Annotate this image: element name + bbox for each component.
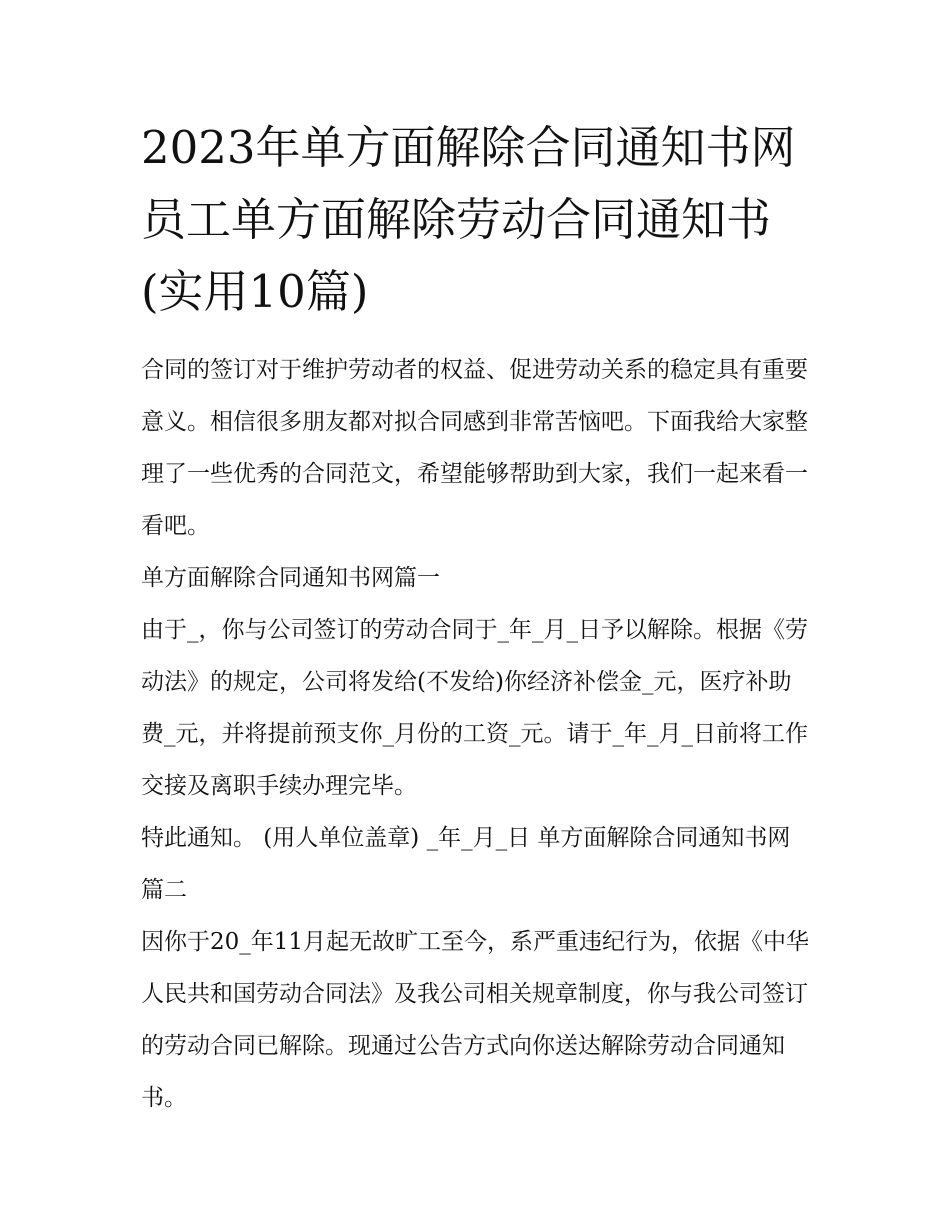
- intro-paragraph: 合同的签订对于维护劳动者的权益、促进劳动关系的稳定具有重要意义。相信很多朋友都对拟合同感到非常苦恼吧。下面我给大家整理了一些优秀的合同范文，希望能够帮助到大家，我们一起来看一看吧。: [141, 357, 808, 539]
- section-one-body: 由于_，你与公司签订的劳动合同于_年_月_日予以解除。根据《劳动法》的规定，公司将发给(不发给)你经济补偿金_元，医疗补助费_元，并将提前预支你_月份的工资_元。请于_年_月_日前将工作交接及离职手续办理完毕。: [141, 617, 808, 799]
- section-two-body: 因你于20_年11月起无故旷工至今，系严重违纪行为，依据《中华人民共和国劳动合同法》及我公司相关规章制度，你与我公司签订的劳动合同已解除。现通过公告方式向你送达解除劳动合同通知书。: [141, 929, 810, 1111]
- notice-closing-and-section-two-heading: 特此通知。 (用人单位盖章) _年_月_日 单方面解除合同通知书网篇二: [141, 825, 791, 903]
- document-body: [141, 344, 813, 1124]
- document-title: 2023年单方面解除合同通知书网 员工单方面解除劳动合同通知书(实用10篇): [141, 121, 796, 318]
- section-heading-one: 单方面解除合同通知书网篇一: [141, 565, 440, 591]
- document-page: [141, 112, 813, 1124]
